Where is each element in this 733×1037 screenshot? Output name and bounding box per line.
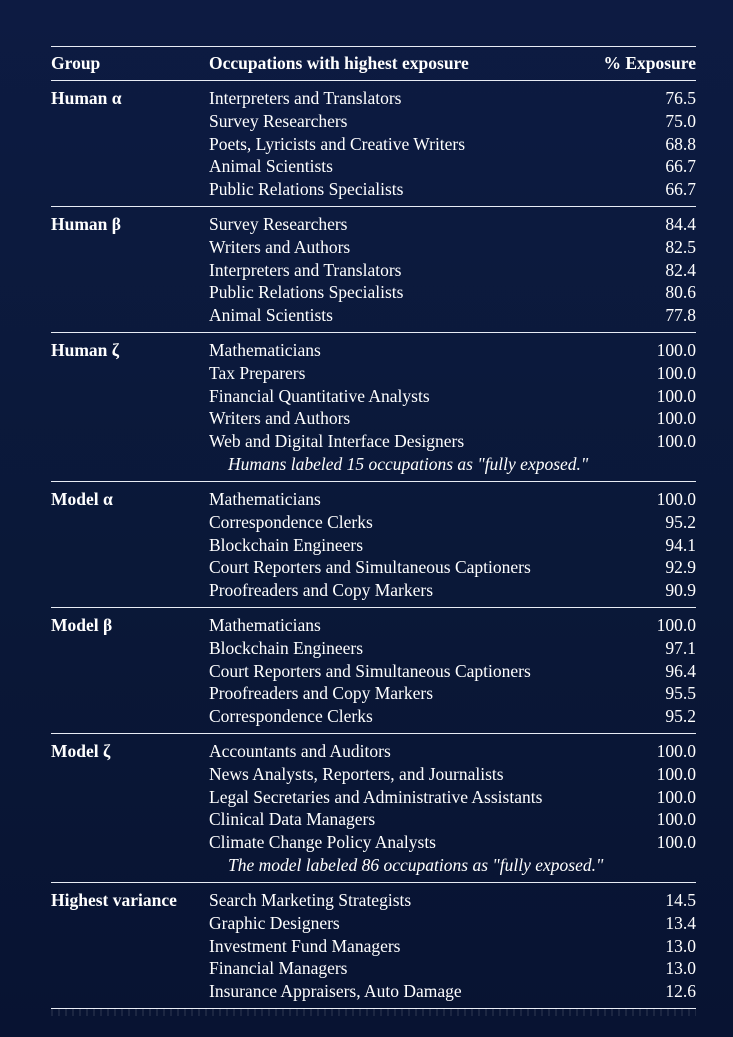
occupation-cell: Insurance Appraisers, Auto Damage [209,981,462,1002]
group-label [51,534,209,557]
exposure-cell: 80.6 [665,282,696,303]
group-label [51,912,209,935]
group-label [51,808,209,831]
occupation-cell: Search Marketing Strategists [209,889,412,910]
table-row [51,259,696,282]
occupation-cell: Blockchain Engineers [209,534,364,555]
exposure-cell: 95.2 [665,706,696,727]
exposure-cell: 100.0 [656,339,696,360]
exposure-cell: 100.0 [656,809,696,830]
exposure-cell: 66.7 [665,156,696,177]
exposure-cell: 100.0 [656,408,696,429]
occupation-cell: Proofreaders and Copy Markers [209,683,434,704]
table-row [51,935,696,958]
occupation-cell: Legal Secretaries and Administrative Assistants [209,786,543,807]
table-row [51,957,696,980]
group-label [51,831,209,854]
group-label: Model ζ [51,740,111,761]
table-row [51,637,696,660]
group-label [51,763,209,786]
table-row [51,912,696,935]
table-section [51,333,696,481]
occupation-cell: Blockchain Engineers [209,637,364,658]
table-row [51,556,696,579]
exposure-cell: 100.0 [656,385,696,406]
occupation-cell: News Analysts, Reporters, and Journalists [209,763,504,784]
occupation-cell: Survey Researchers [209,213,348,234]
table-row [51,110,696,133]
table-section [51,734,696,882]
exposure-cell: 84.4 [665,213,696,234]
section-note: Humans labeled 15 occupations as "fully exposed." [228,453,589,474]
occupation-cell: Survey Researchers [209,110,348,131]
exposure-cell: 100.0 [656,740,696,761]
occupation-cell: Animal Scientists [209,305,333,326]
exposure-cell: 12.6 [665,981,696,1002]
table-row [51,682,696,705]
exposure-cell: 97.1 [665,637,696,658]
occupation-cell: Public Relations Specialists [209,179,404,200]
group-label [51,430,209,453]
table-row [51,660,696,683]
occupation-cell: Interpreters and Translators [209,259,402,280]
group-label [51,407,209,430]
exposure-cell: 14.5 [665,889,696,910]
group-label: Human β [51,213,121,234]
occupation-cell: Proofreaders and Copy Markers [209,580,434,601]
table-row [51,579,696,602]
occupation-cell: Animal Scientists [209,156,333,177]
occupation-cell: Writers and Authors [209,408,351,429]
exposure-cell: 100.0 [656,614,696,635]
table-row [51,213,696,236]
group-label: Human α [51,88,122,108]
table-row [51,304,696,327]
table-section [51,608,696,733]
exposure-cell: 96.4 [665,660,696,681]
occupation-cell: Mathematicians [209,339,321,360]
exposure-cell: 94.1 [665,534,696,555]
table-row [51,281,696,304]
occupation-cell: Climate Change Policy Analysts [209,832,436,853]
occupation-cell: Mathematicians [209,614,321,635]
exposure-cell: 90.9 [665,580,696,601]
group-label [51,957,209,980]
exposure-cell: 68.8 [665,133,696,154]
exposure-cell: 100.0 [656,362,696,383]
table-row [51,155,696,178]
group-label [51,786,209,809]
table-row [51,511,696,534]
group-label: Model β [51,614,113,635]
occupation-cell: Correspondence Clerks [209,511,373,532]
occupation-cell: Financial Managers [209,958,348,979]
table-section [51,883,696,1008]
occupation-cell: Poets, Lyricists and Creative Writers [209,133,466,154]
group-label [51,236,209,259]
table-row [51,133,696,156]
occupation-cell: Financial Quantitative Analysts [209,385,430,406]
group-label [51,556,209,579]
occupation-cell: Clinical Data Managers [209,809,376,830]
table-row [51,614,696,637]
exposure-cell: 100.0 [656,431,696,452]
table-row [51,831,696,854]
occupation-cell: Web and Digital Interface Designers [209,431,465,452]
group-label [51,980,209,1003]
exposure-cell: 100.0 [656,786,696,807]
table-row [51,705,696,728]
table-row [51,808,696,831]
group-label [51,362,209,385]
occupation-cell: Tax Preparers [209,362,306,383]
table-row [51,407,696,430]
table-row [51,889,696,912]
occupation-cell: Accountants and Auditors [209,740,391,761]
group-label [51,682,209,705]
group-label [51,705,209,728]
exposure-cell: 75.0 [665,110,696,131]
exposure-cell: 13.0 [665,958,696,979]
group-label: Human ζ [51,339,120,360]
occupation-cell: Correspondence Clerks [209,706,373,727]
table-section [51,207,696,332]
table-row [51,178,696,201]
group-label [51,637,209,660]
table-header [51,47,696,80]
group-label [51,304,209,327]
group-label [51,579,209,602]
table-row [51,488,696,511]
group-label [51,935,209,958]
group-label [51,155,209,178]
table-row [51,430,696,453]
table-section [51,482,696,607]
exposure-cell: 76.5 [665,88,696,108]
occupation-cell: Court Reporters and Simultaneous Captioners [209,557,531,578]
exposure-cell: 100.0 [656,763,696,784]
occupation-cell: Graphic Designers [209,912,340,933]
table-row [51,236,696,259]
occupation-cell: Investment Fund Managers [209,935,401,956]
group-label [51,511,209,534]
group-label [51,110,209,133]
group-label [51,281,209,304]
exposure-cell: 95.2 [665,511,696,532]
table-row [51,362,696,385]
exposure-cell: 77.8 [665,305,696,326]
occupation-cell: Writers and Authors [209,236,351,257]
header-group: Group [51,53,101,73]
group-label: Highest variance [51,889,177,910]
exposure-cell: 66.7 [665,179,696,200]
group-label: Model α [51,488,113,509]
table-body [51,81,696,1009]
exposure-cell: 13.0 [665,935,696,956]
table-row [51,87,696,110]
cut-off-footnote [51,1008,696,1016]
exposure-cell: 82.4 [665,259,696,280]
exposure-cell: 95.5 [665,683,696,704]
occupation-cell: Interpreters and Translators [209,88,402,108]
group-label [51,178,209,201]
occupation-cell: Public Relations Specialists [209,282,404,303]
exposure-cell: 13.4 [665,912,696,933]
exposure-cell: 100.0 [656,488,696,509]
group-label [51,133,209,156]
header-exposure: % Exposure [603,53,696,73]
section-note: The model labeled 86 occupations as "fully exposed." [228,854,604,875]
table-row [51,385,696,408]
group-label [51,259,209,282]
occupation-cell: Mathematicians [209,488,321,509]
exposure-cell: 92.9 [665,557,696,578]
table-row [51,786,696,809]
occupation-cell: Court Reporters and Simultaneous Captioners [209,660,531,681]
header-occupations: Occupations with highest exposure [209,53,469,73]
table-row [51,980,696,1003]
exposure-cell: 82.5 [665,236,696,257]
table-row [51,534,696,557]
exposure-cell: 100.0 [656,832,696,853]
table-row [51,339,696,362]
table-section [51,81,696,206]
table-row [51,763,696,786]
table-row [51,740,696,763]
exposure-table [51,46,696,1009]
group-label [51,385,209,408]
group-label [51,660,209,683]
